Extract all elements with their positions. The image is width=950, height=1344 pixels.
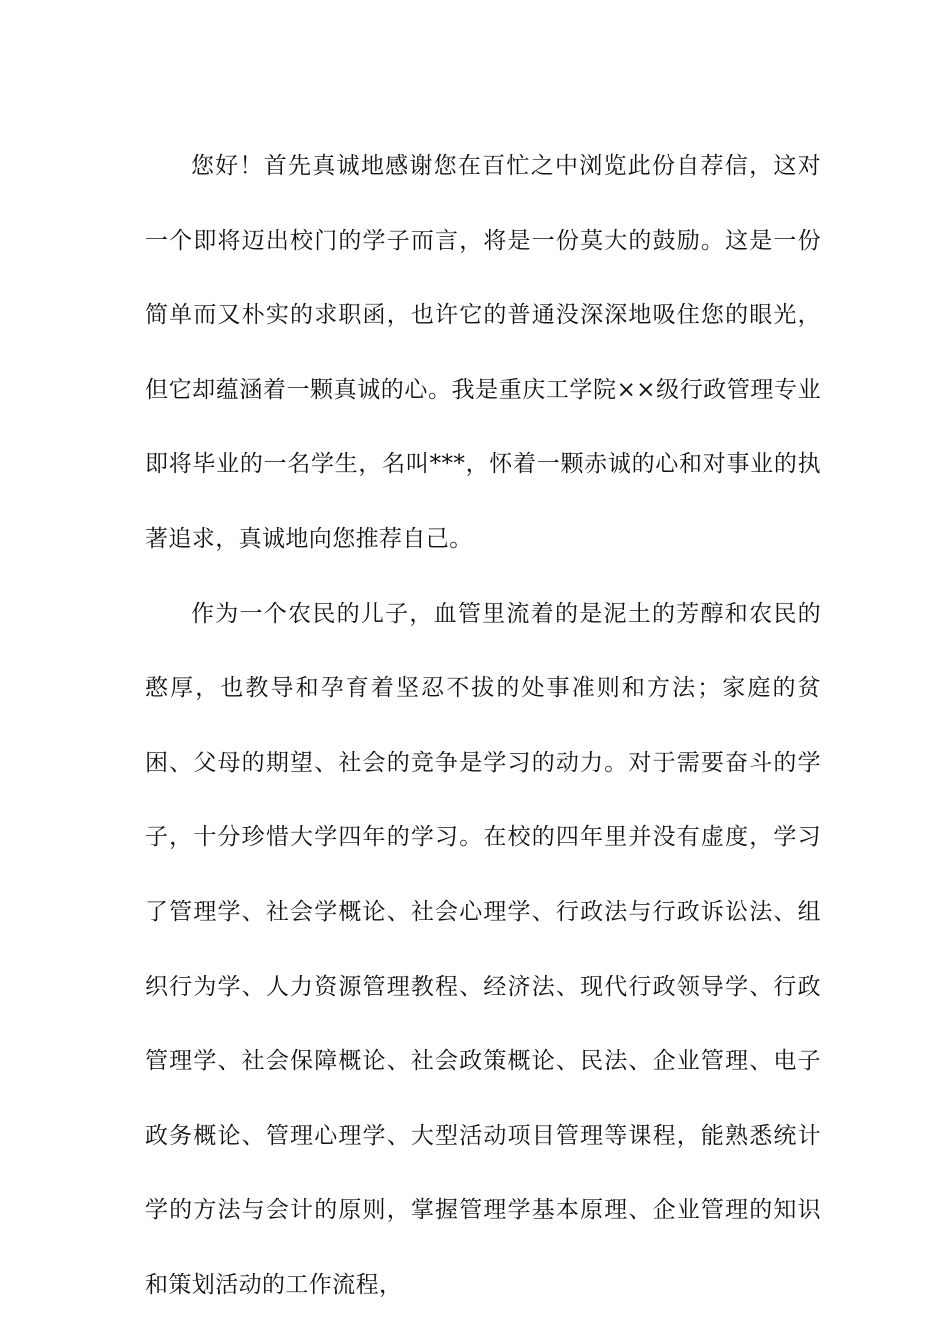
paragraph-greeting: 您好！首先真诚地感谢您在百忙之中浏览此份自荐信，这对一个即将迈出校门的学子而言，将是一份莫大的鼓励。这是一份简单而又朴实的求职函，也许它的普通没深深地吸住您的眼光，但它却蕴涵着一颗真诚的心。我是重庆工学院××级行政管理专业即将毕业的一名学生，名叫***，怀着一颗赤诚的心和对事业的执著追求，真诚地向您推荐自己。 — [145, 153, 821, 552]
letter-body — [145, 129, 821, 1323]
paragraph-background: 作为一个农民的儿子，血管里流着的是泥土的芳醇和农民的憨厚，也教导和孕育着坚忍不拔的处事准则和方法；家庭的贫困、父母的期望、社会的竞争是学习的动力。对于需要奋斗的学子，十分珍惜大学四年的学习。在校的四年里并没有虚度，学习了管理学、社会学概论、社会心理学、行政法与行政诉讼法、组织行为学、人力资源管理教程、经济法、现代行政领导学、行政管理学、社会保障概论、社会政策概论、民法、企业管理、电子政务概论、管理心理学、大型活动项目管理等课程，能熟悉统计学的方法与会计的原则，掌握管理学基本原理、企业管理的知识和策划活动的工作流程， — [145, 600, 821, 1298]
